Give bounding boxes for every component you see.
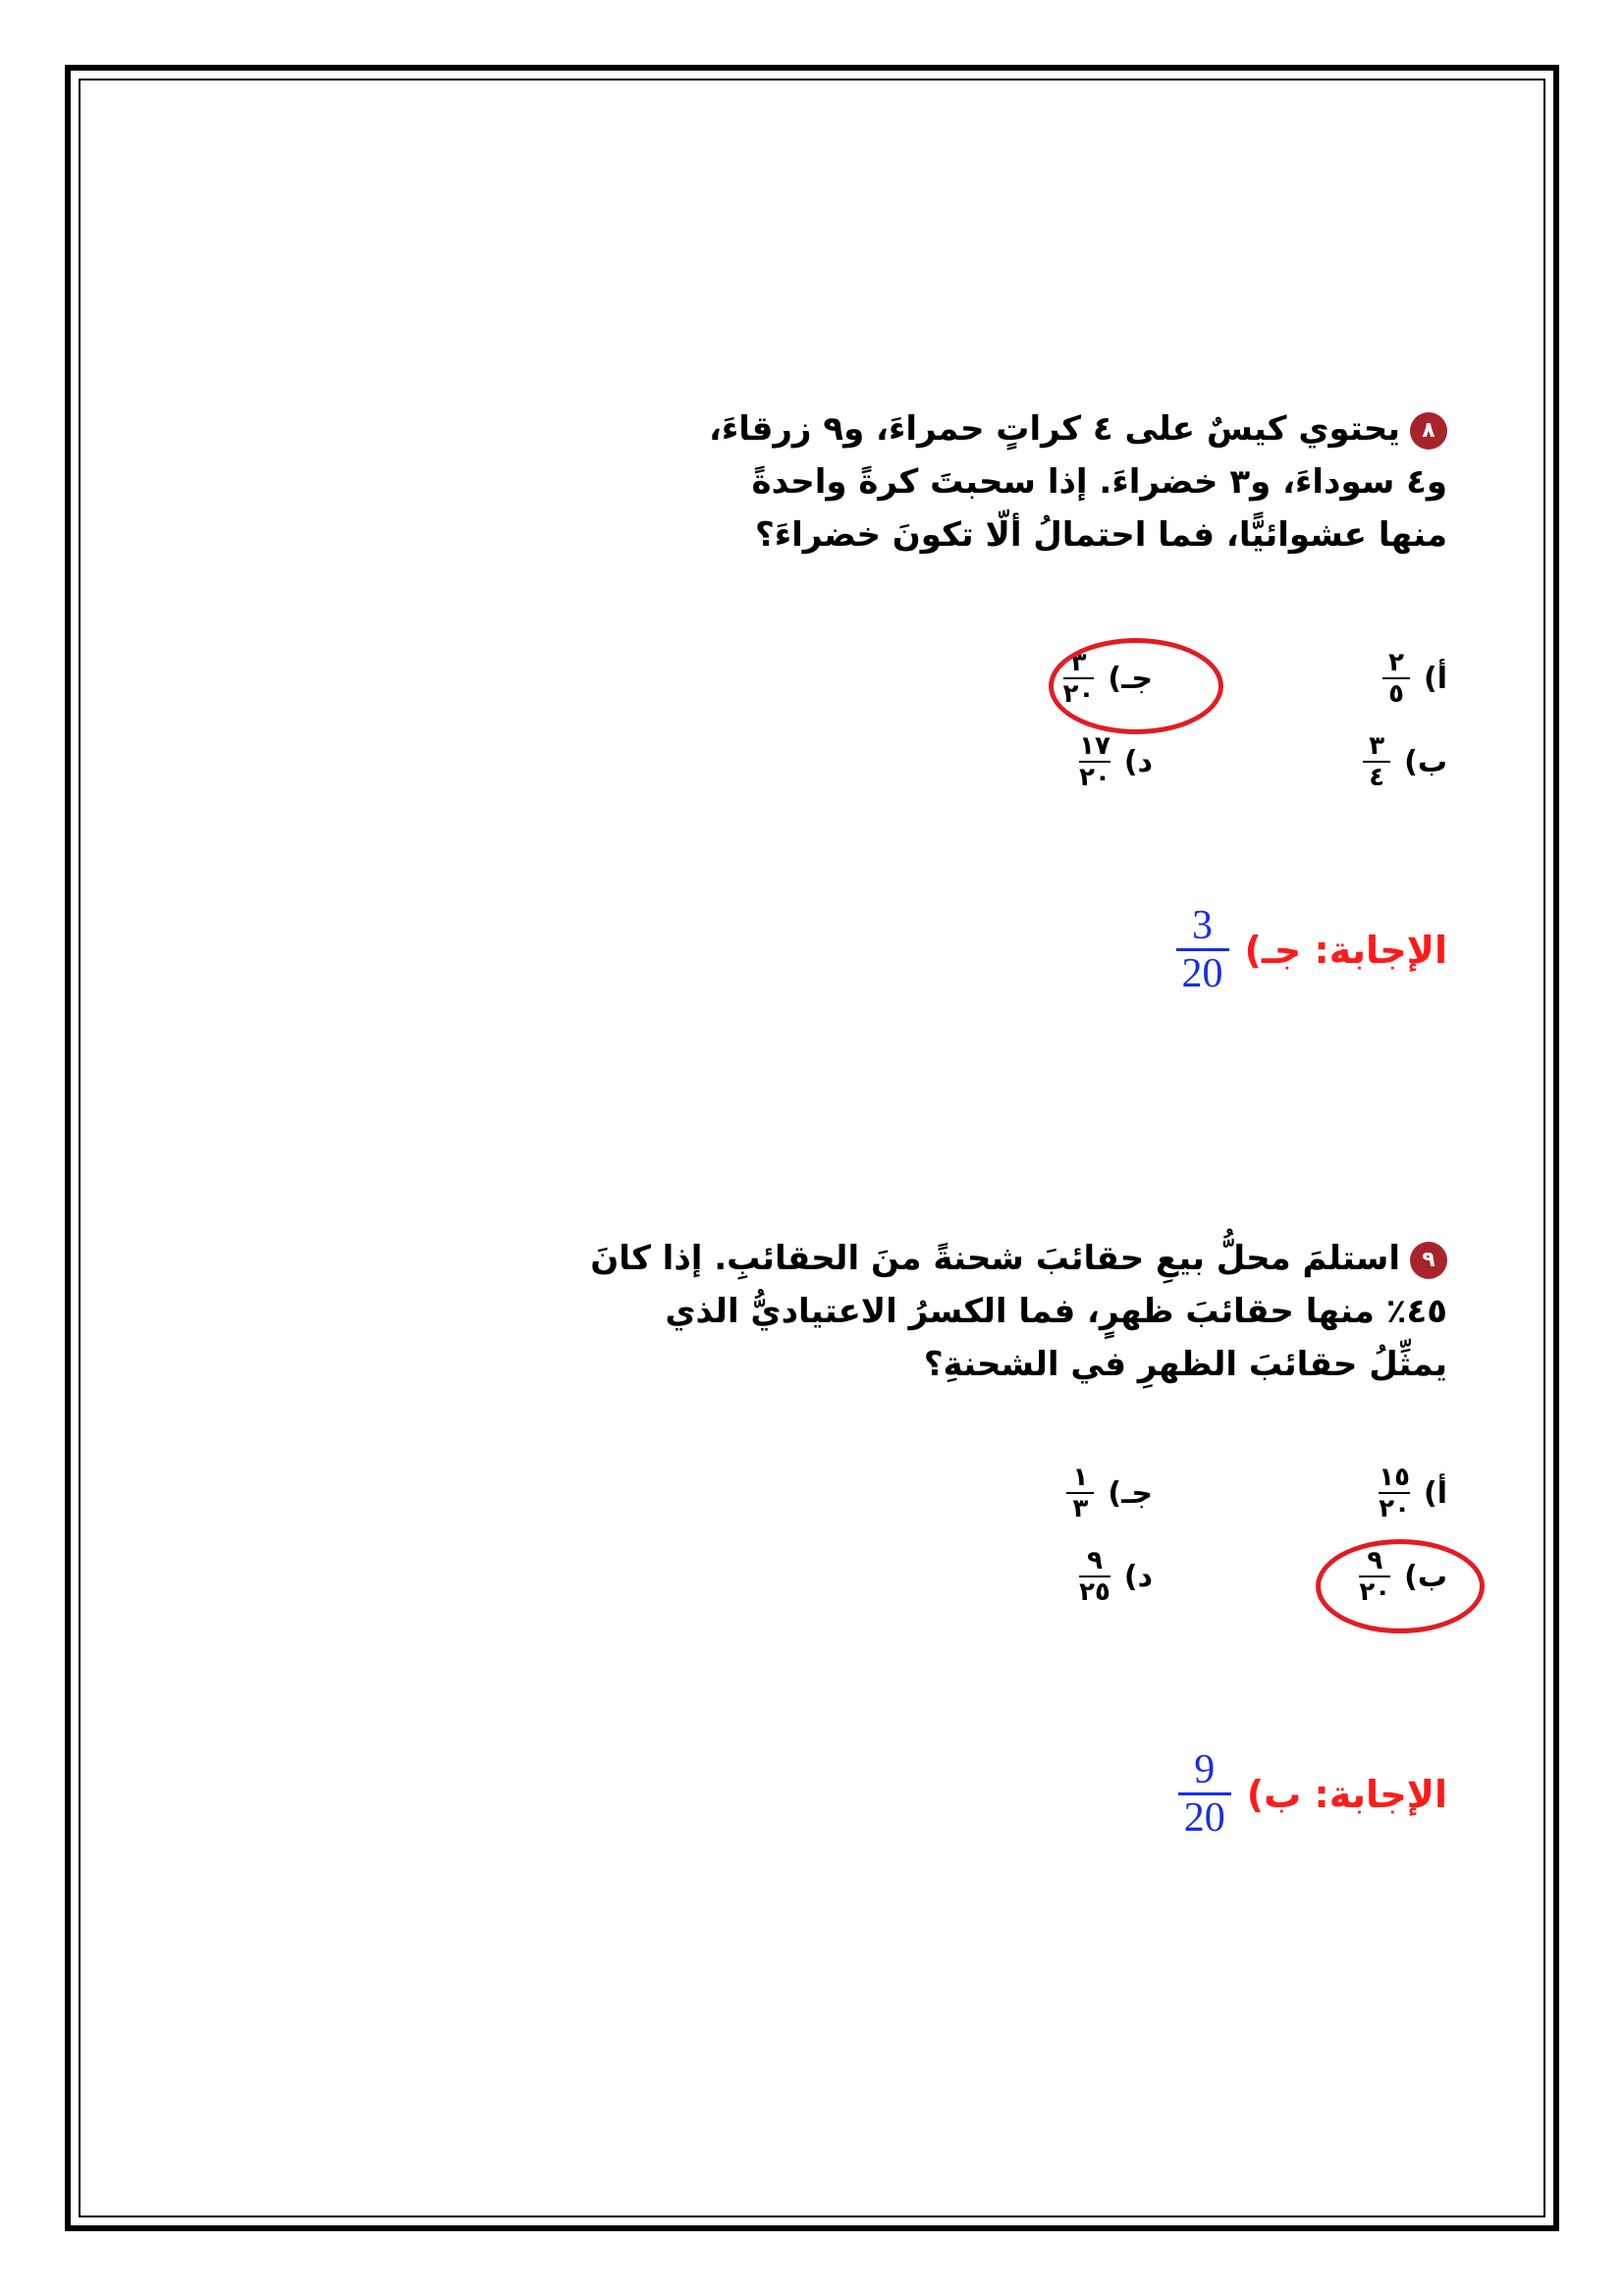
- q9-answer: [1178, 1747, 1447, 1841]
- q9-choice-a-letter: أ): [1424, 1475, 1447, 1511]
- q9-answer-label: الإجابة: ب): [1246, 1772, 1447, 1816]
- q9-choice-b-fraction: $\frac{٩}{٢٠}$: [1359, 1546, 1391, 1607]
- q9-correct-choice-circle: [1316, 1539, 1485, 1633]
- q9-choice-d[interactable]: [1079, 1546, 1153, 1607]
- question-9-line-3: يمثِّلُ حقائبَ الظهرِ في الشحنةِ؟: [923, 1345, 1447, 1384]
- q8-choice-d-letter: د): [1123, 744, 1153, 779]
- q8-choice-a[interactable]: [1382, 648, 1447, 709]
- question-8-line-2: و٤ سوداءَ، و٣ خضراءَ. إذا سحبتَ كرةً واحدةً: [751, 462, 1447, 502]
- q9-choice-b-letter: ب): [1404, 1559, 1447, 1594]
- question-9: [564, 1232, 1447, 1428]
- q8-answer: [1176, 903, 1447, 996]
- question-8-number-badge: ٨: [1410, 412, 1447, 450]
- q9-choice-a[interactable]: [1379, 1463, 1447, 1523]
- q9-choice-d-fraction: $\frac{٩}{٢٥}$: [1079, 1546, 1110, 1607]
- question-8-line-1: ٨يحتوي كيسٌ على ٤ كراتٍ حمراءَ، و٩ زرقاءَ،: [709, 402, 1447, 455]
- q8-choice-c-letter: جـ): [1108, 661, 1153, 696]
- q8-choice-a-letter: أ): [1424, 661, 1447, 696]
- question-8-text: [709, 402, 1447, 561]
- q9-choice-a-fraction: $\frac{١٥}{٢٠}$: [1379, 1463, 1410, 1523]
- q8-choice-d-fraction: $\frac{١٧}{٢٠}$: [1079, 731, 1110, 792]
- question-9-text: [590, 1232, 1447, 1391]
- q8-answer-fraction: $\frac{3}{20}$: [1176, 903, 1229, 996]
- q9-choice-c-fraction: $\frac{١}{٣}$: [1066, 1463, 1094, 1523]
- q9-choice-d-letter: د): [1123, 1559, 1153, 1594]
- q8-choice-b-letter: ب): [1404, 744, 1447, 779]
- question-8: [564, 402, 1447, 599]
- q8-choice-d[interactable]: [1079, 731, 1153, 792]
- question-8-line-3: منها عشوائيًّا، فما احتمالُ ألّا تكونَ خضراءَ؟: [755, 515, 1447, 555]
- q9-answer-fraction: $\frac{9}{20}$: [1178, 1747, 1231, 1841]
- q8-correct-choice-circle: [1049, 638, 1223, 734]
- q8-answer-label: الإجابة: جـ): [1244, 928, 1447, 972]
- page-border-inner: [79, 79, 1545, 2217]
- q9-choice-c[interactable]: [1066, 1463, 1153, 1523]
- q8-choice-a-fraction: $\frac{٢}{٥}$: [1382, 648, 1410, 709]
- question-9-line-1: ٩استلمَ محلُّ بيعِ حقائبَ شحنةً منَ الحقائبِ. إذا كانَ: [590, 1232, 1447, 1285]
- q8-choice-b-fraction: $\frac{٣}{٤}$: [1363, 731, 1390, 792]
- question-9-number-badge: ٩: [1410, 1242, 1447, 1279]
- q8-choice-c-fraction: $\frac{٣}{٢٠}$: [1062, 648, 1095, 709]
- q9-choice-c-letter: جـ): [1108, 1475, 1153, 1511]
- q8-choice-b[interactable]: [1363, 731, 1447, 792]
- question-9-line-2: ٤٥٪ منها حقائبَ ظهرٍ، فما الكسرُ الاعتياديُّ الذي: [665, 1292, 1447, 1331]
